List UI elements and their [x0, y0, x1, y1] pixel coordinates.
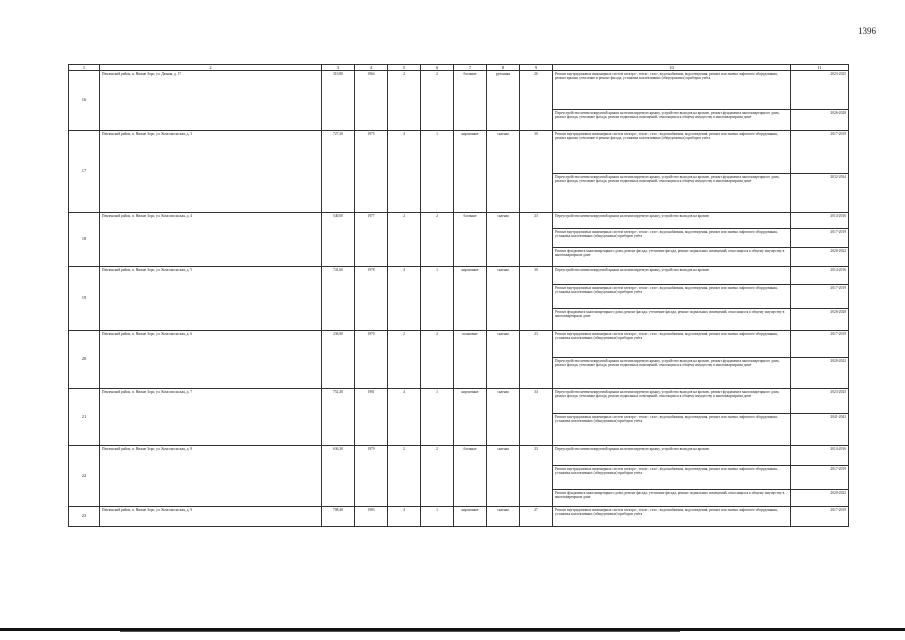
work-years-cell: 2020-2022	[791, 358, 849, 389]
column-header: 9	[520, 65, 553, 71]
work-years-cell: 2017-2019	[791, 285, 849, 309]
work-years-cell: 2014-2016	[791, 213, 849, 229]
work-years-cell: 2041-2043	[791, 414, 849, 446]
capital-repair-table	[68, 64, 849, 527]
work-description-cell: Переустройство невентилируемой крыши на вентилируемую крышу, устройство выходов на кровлю	[553, 446, 791, 466]
cost-cell: 23	[520, 446, 553, 507]
wall-material-cell: блочные	[454, 446, 487, 507]
work-description-cell: Ремонт внутридомовых инженерных систем электро-, тепло-, газо-, водоснабжения, водоотведения, ремонт или замена лифтового оборудования, установка коллективных (общедомовых) приборов учёта	[553, 414, 791, 446]
floors-cell: 2	[388, 71, 421, 131]
column-header: 7	[454, 65, 487, 71]
cost-cell: 27	[520, 507, 553, 527]
entrances-cell: 2	[421, 446, 454, 507]
row-number: 19	[69, 267, 100, 331]
wall-material-cell: кирпичные	[454, 267, 487, 331]
year-built-cell: 1970	[355, 331, 388, 389]
entrances-cell: 1	[421, 389, 454, 446]
cost-cell: 23	[520, 331, 553, 389]
work-description-cell: Переустройство невентилируемой крыши на вентилируемую крышу, устройство выходов на кровлю, ремонт фундамента многоквартирного дома, ремонт фасада, утепление фасада, ремонт подвальных помещений, относящихся к общему имуществу в многоквартирном доме	[553, 174, 791, 213]
wall-material-cell: шлаковые	[454, 331, 487, 389]
cost-cell: 23	[520, 213, 553, 267]
column-header: 5	[388, 65, 421, 71]
year-built-cell: 1983	[355, 507, 388, 527]
address-cell: Пензенский район, п. Нижне Зоро, ул. Комсомольская, д. 4	[100, 213, 322, 267]
work-years-cell: 2032-2034	[791, 174, 849, 213]
row-number: 18	[69, 213, 100, 267]
roof-type-cell: скатная	[487, 331, 520, 389]
work-years-cell: 2017-2019	[791, 507, 849, 527]
work-description-cell: Ремонт фундамента многоквартирного дома, ремонт фасада, утепление фасада, ремонт подвальных помещений, относящихся к общему имуществу в многоквартирном доме	[553, 248, 791, 267]
column-header: 1	[69, 65, 100, 71]
work-description-cell: Ремонт внутридомовых инженерных систем электро-, тепло-, газо-, водоснабжения, водоотведения, ремонт или замена лифтового оборудования, установка коллективных (общедомовых) приборов учёта	[553, 229, 791, 248]
work-description-cell: Ремонт внутридомовых инженерных систем электро-, тепло-, газо-, водоснабжения, водоотведения, ремонт или замена лифтового оборудования, установка коллективных (общедомовых) приборов учёта	[553, 331, 791, 358]
roof-type-cell: рулонная	[487, 71, 520, 131]
roof-type-cell: скатная	[487, 267, 520, 331]
column-header: 6	[421, 65, 454, 71]
area-cell: 752,40	[322, 389, 355, 446]
area-cell: 236,90	[322, 331, 355, 389]
column-header: 8	[487, 65, 520, 71]
scan-bottom-shadow	[120, 631, 680, 632]
work-description-cell: Переустройство невентилируемой крыши на вентилируемую крышу, устройство выходов на кровлю	[553, 213, 791, 229]
year-built-cell: 1975	[355, 131, 388, 213]
area-cell: 727,30	[322, 131, 355, 213]
roof-type-cell: скатная	[487, 446, 520, 507]
column-header: 2	[100, 65, 322, 71]
address-cell: Пензенский район, п. Нижне Зоро, ул. Комсомольская, д. 3	[100, 131, 322, 213]
work-years-cell: 2014-2016	[791, 267, 849, 285]
work-description-cell: Переустройство невентилируемой крыши на вентилируемую крышу, устройство выходов на кровлю, ремонт фундамента многоквартирного дома, ремонт фасада, утепление фасада, ремонт подвальных помещений, относящихся к общему имуществу в многоквартирном доме	[553, 358, 791, 389]
work-years-cell: 2020-2022	[791, 248, 849, 267]
work-years-cell: 2017-2019	[791, 466, 849, 490]
table-row	[69, 267, 849, 285]
floors-cell: 4	[388, 507, 421, 527]
work-years-cell: 2023-2025	[791, 71, 849, 110]
work-description-cell: Переустройство невентилируемой крыши на вентилируемую крышу, устройство выходов на кровлю, ремонт фундамента многоквартирного дома, ремонт фасада, утепление фасада, ремонт подвальных помещений, относящихся к общему имуществу в многоквартирном доме	[553, 110, 791, 131]
entrances-cell: 1	[421, 507, 454, 527]
table-row	[69, 389, 849, 414]
column-header: 4	[355, 65, 388, 71]
entrances-cell: 2	[421, 331, 454, 389]
work-description-cell: Ремонт внутридомовых инженерных систем электро-, тепло-, газо-, водоснабжения, водоотведения, ремонт или замена лифтового оборудования, ремонт крыши, утепление и ремонт фасада, установка коллективных (общедомовых) приборов учёта	[553, 71, 791, 110]
address-cell: Пензенский район, п. Нижне Зоро, ул. Комсомольская, д. 5	[100, 267, 322, 331]
cost-cell: 26	[520, 71, 553, 131]
work-years-cell: 2017-2019	[791, 229, 849, 248]
area-cell: 741,60	[322, 267, 355, 331]
column-header: 3	[322, 65, 355, 71]
floors-cell: 2	[388, 213, 421, 267]
wall-material-cell: блочные	[454, 213, 487, 267]
work-years-cell: 2014-2016	[791, 446, 849, 466]
table-row	[69, 507, 849, 527]
address-cell: Пензенский район, п. Нижне Зоро, ул. Комсомольская, д. 9	[100, 507, 322, 527]
entrances-cell: 1	[421, 267, 454, 331]
floors-cell: 4	[388, 131, 421, 213]
column-header: 10	[553, 65, 791, 71]
row-number: 17	[69, 131, 100, 213]
address-cell: Пензенский район, п. Нижне Зоро, ул. Дачная, д. 17	[100, 71, 322, 131]
column-header: 11	[791, 65, 849, 71]
row-number: 22	[69, 446, 100, 507]
year-built-cell: 1964	[355, 71, 388, 131]
row-number: 20	[69, 331, 100, 389]
work-years-cell: 2026-2028	[791, 309, 849, 331]
work-description-cell: Ремонт фундамента многоквартирного дома, ремонт фасада, утепление фасада, ремонт подвальных помещений, относящихся к общему имуществу в многоквартирном доме	[553, 309, 791, 331]
work-years-cell: 2017-2019	[791, 131, 849, 174]
row-number: 23	[69, 507, 100, 527]
work-description-cell: Переустройство невентилируемой крыши на вентилируемую крышу, устройство выходов на кровлю, ремонт фундамента многоквартирного дома, ремонт фасада, утепление фасада, ремонт подвальных помещений, относящихся к общему имуществу в многоквартирном доме	[553, 389, 791, 414]
table-row	[69, 131, 849, 174]
cost-cell: 30	[520, 267, 553, 331]
roof-type-cell: скатная	[487, 389, 520, 446]
cost-cell: 30	[520, 131, 553, 213]
area-cell: 540,00	[322, 213, 355, 267]
year-built-cell: 1981	[355, 389, 388, 446]
year-built-cell: 1977	[355, 213, 388, 267]
work-description-cell: Ремонт фундамента многоквартирного дома, ремонт фасада, утепление фасада, ремонт подвальных помещений, относящихся к общему имуществу в многоквартирном доме	[553, 490, 791, 507]
entrances-cell: 2	[421, 213, 454, 267]
floors-cell: 2	[388, 446, 421, 507]
area-cell: 310,80	[322, 71, 355, 131]
wall-material-cell: кирпичные	[454, 507, 487, 527]
work-years-cell: 2026-2028	[791, 110, 849, 131]
roof-type-cell: скатная	[487, 131, 520, 213]
cost-cell: 34	[520, 389, 553, 446]
work-description-cell: Ремонт внутридомовых инженерных систем электро-, тепло-, газо-, водоснабжения, водоотведения, ремонт или замена лифтового оборудования, установка коллективных (общедомовых) приборов учёта	[553, 507, 791, 527]
work-years-cell: 2017-2019	[791, 331, 849, 358]
wall-material-cell: блочные	[454, 71, 487, 131]
floors-cell: 4	[388, 389, 421, 446]
entrances-cell: 2	[421, 71, 454, 131]
table-row	[69, 446, 849, 466]
entrances-cell: 1	[421, 131, 454, 213]
wall-material-cell: кирпичные	[454, 389, 487, 446]
table-row	[69, 213, 849, 229]
floors-cell: 4	[388, 267, 421, 331]
area-cell: 636,30	[322, 446, 355, 507]
year-built-cell: 1978	[355, 267, 388, 331]
address-cell: Пензенский район, п. Нижне Зоро, ул. Комсомольская, д. 8	[100, 446, 322, 507]
wall-material-cell: кирпичные	[454, 131, 487, 213]
area-cell: 708,40	[322, 507, 355, 527]
page-number: 1396	[858, 26, 876, 36]
year-built-cell: 1979	[355, 446, 388, 507]
roof-type-cell: скатная	[487, 507, 520, 527]
work-description-cell: Ремонт внутридомовых инженерных систем электро-, тепло-, газо-, водоснабжения, водоотведения, ремонт или замена лифтового оборудования, установка коллективных (общедомовых) приборов учёта	[553, 285, 791, 309]
address-cell: Пензенский район, п. Нижне Зоро, ул. Комсомольская, д. 7	[100, 389, 322, 446]
address-cell: Пензенский район, п. Нижне Зоро, ул. Комсомольская, д. 6	[100, 331, 322, 389]
floors-cell: 2	[388, 331, 421, 389]
roof-type-cell: скатная	[487, 213, 520, 267]
work-years-cell: 2023-2025	[791, 389, 849, 414]
table-row	[69, 331, 849, 358]
work-description-cell: Ремонт внутридомовых инженерных систем электро-, тепло-, газо-, водоснабжения, водоотведения, ремонт или замена лифтового оборудования, установка коллективных (общедомовых) приборов учёта	[553, 466, 791, 490]
row-number: 16	[69, 71, 100, 131]
table-row	[69, 71, 849, 110]
work-description-cell: Переустройство невентилируемой крыши на вентилируемую крышу, устройство выходов на кровлю	[553, 267, 791, 285]
row-number: 21	[69, 389, 100, 446]
work-description-cell: Ремонт внутридомовых инженерных систем электро-, тепло-, газо-, водоснабжения, водоотведения, ремонт или замена лифтового оборудования, ремонт крыши, утепление и ремонт фасада, установка коллективных (общедомовых) приборов учёта	[553, 131, 791, 174]
work-years-cell: 2020-2022	[791, 490, 849, 507]
